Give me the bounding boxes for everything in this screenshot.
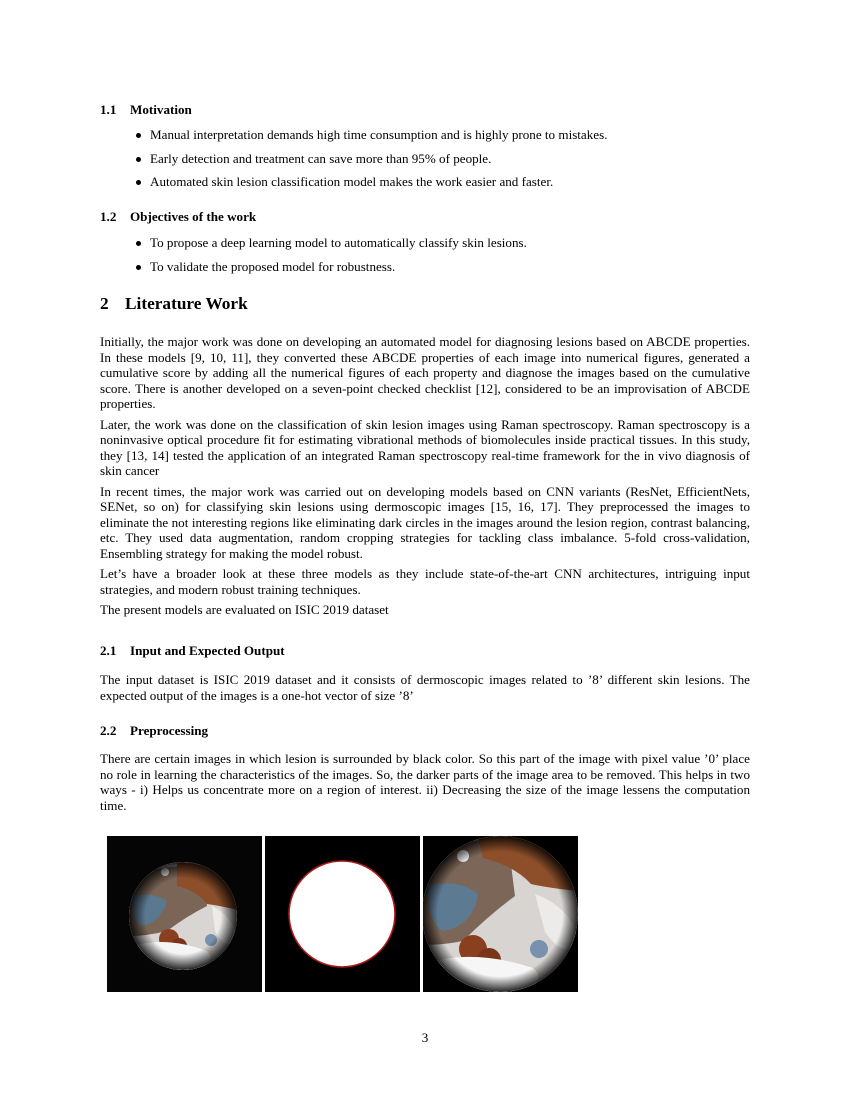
bullet-icon — [136, 157, 141, 162]
heading-objectives — [100, 209, 256, 225]
paragraph: There are certain images in which lesion is surrounded by black color. So this part of the image with pixel value ’0’ place no role in learning the characteristics of the images. So, the darker parts of the image area to be removed. This helps in two ways - i) Helps us concentrate more on a region of interest. ii) Decreasing the size of the image lessens the computation time. — [100, 751, 750, 813]
heading-number: 1.2 — [100, 209, 117, 224]
list-item: Manual interpretation demands high time consumption and is highly prone to mistakes. — [136, 127, 607, 151]
figure-cropped-image — [423, 836, 578, 992]
preprocessing-body — [100, 751, 750, 813]
list-item: To propose a deep learning model to automatically classify skin lesions. — [136, 235, 527, 259]
bullet-icon — [136, 133, 141, 138]
paragraph: Initially, the major work was done on developing an automated model for diagnosing lesions based on ABCDE properties. In these models [9, 10, 11], they converted these ABCDE properties of each image into numerical figures, generated a cumulative score by adding all the numerical figures of each property and diagnose the images based on the cumulative score. There is another developed on a seven-point checked checklist [12], considered to be an improvisation of ABCDE properties. — [100, 334, 750, 411]
dermoscopic-image-cropped — [423, 836, 578, 992]
literature-body — [100, 334, 750, 618]
dermoscopic-image-original — [107, 836, 262, 992]
paragraph: The input dataset is ISIC 2019 dataset and it consists of dermoscopic images related to ’8’ different skin lesions. The expected output of the images is a one-hot vector of size ’8’ — [100, 672, 750, 703]
page-number: 3 — [421, 1030, 429, 1045]
heading-title: Literature Work — [125, 294, 248, 313]
dermoscopic-image-mask — [265, 836, 420, 992]
bullet-icon — [136, 180, 141, 185]
paragraph: The present models are evaluated on ISIC 2019 dataset — [100, 602, 389, 617]
list-item: To validate the proposed model for robustness. — [136, 259, 527, 283]
paragraph: In recent times, the major work was carried out on developing models based on CNN variants (ResNet, EfficientNets, SENet, so on) for classifying skin lesions using dermoscopic images [15, 16, 17]. They preprocessed the images to eliminate the not interesting regions like eliminating dark circles in the images around the lesion region, contrast balancing, etc. They used data augmentation, random cropping strategies for tackling class imbalance. 5-fold cross-validation, Ensembling strategy for making the model robust. — [100, 483, 750, 561]
heading-number: 2 — [100, 294, 109, 313]
heading-number: 2.1 — [100, 643, 117, 658]
motivation-list — [136, 127, 607, 198]
paragraph: Later, the work was done on the classification of skin lesion images using Raman spectroscopy. Raman spectroscopy is a noninvasive optical procedure fit for estimating vibrational methods of biomolecules inside practical tissues. In this study, they [13, 14] tested the application of an integrated Raman spectroscopy real-time framework for the in vivo diagnosis of skin cancer — [100, 416, 750, 478]
bullet-icon — [136, 265, 141, 270]
list-item: Early detection and treatment can save more than 95% of people. — [136, 151, 607, 175]
figure-mask-image — [265, 836, 420, 992]
bullet-icon — [136, 241, 141, 246]
heading-input-output — [100, 643, 285, 659]
heading-title: Objectives of the work — [130, 209, 257, 224]
heading-title: Preprocessing — [130, 723, 209, 738]
figure-original-image — [107, 836, 262, 992]
heading-literature-work — [100, 296, 248, 312]
heading-title: Motivation — [130, 102, 192, 117]
heading-number: 2.2 — [100, 723, 117, 738]
heading-motivation — [100, 102, 192, 118]
heading-preprocessing — [100, 723, 208, 739]
heading-title: Input and Expected Output — [130, 643, 285, 658]
heading-number: 1.1 — [100, 102, 117, 117]
input-output-body — [100, 672, 750, 703]
paragraph: Let’s have a broader look at these three models as they include state-of-the-art CNN architectures, intriguing input strategies, and modern robust training techniques. — [100, 566, 750, 597]
list-item: Automated skin lesion classification model makes the work easier and faster. — [136, 174, 607, 198]
objectives-list — [136, 235, 527, 282]
